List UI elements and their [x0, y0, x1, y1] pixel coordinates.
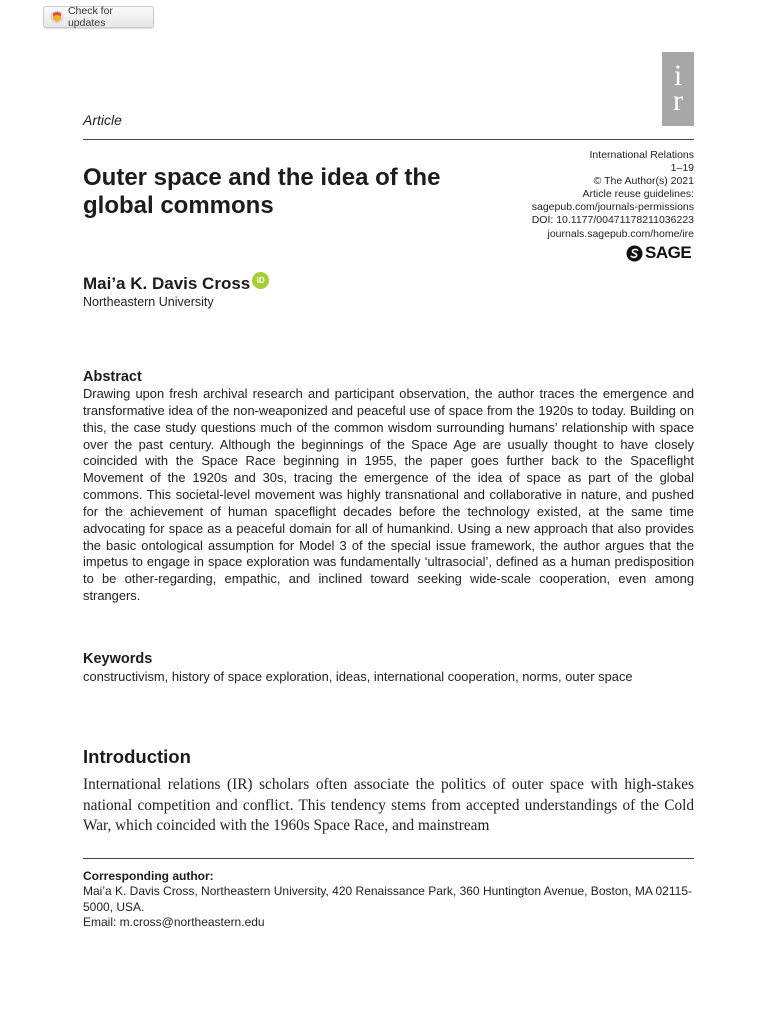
corresponding-author-address: Mai’a K. Davis Cross, Northeastern University, 420 Renaissance Park, 360 Huntington Avenue, Boston, MA 02115-5000, USA. [83, 884, 692, 914]
check-for-updates-button[interactable] [43, 6, 154, 28]
footnote-divider [83, 858, 694, 859]
meta-permissions-link[interactable]: sagepub.com/journals-permissions [531, 201, 694, 214]
corresponding-author-heading: Corresponding author: [83, 869, 214, 883]
abstract-text: Drawing upon fresh archival research and participant observation, the author traces the emergence and transformative idea of the non-weaponized and peaceful use of space from the 1920s to today. Building on this, the case study questions much of the common wisdom surrounding humans’ relationship with space over the past century. Although the beginnings of the Space Age are usually thought to have closely coincided with the Space Race beginning in 1955, the paper goes further back to the Spaceflight Movement of the 1920s and 30s, tracing the emergence of the idea of space as part of the global commons. This societal-level movement was highly transnational and collaborative in nature, and pushed for the achievement of human spaceflight decades before the technology existed, at the same time advocating for space as a peaceful domain for all of humankind. Using a new approach that also provides the basic ontological assumption for Model 3 of the special issue framework, the author argues that the impetus to engage in space exploration was fundamentally ‘ultrasocial’, defined as a human predisposition to be other-regarding, empathic, and inclined toward seeking wide-scale cooperation, even among strangers. [83, 386, 694, 604]
meta-doi[interactable]: DOI: 10.1177/00471178211036223 [531, 214, 694, 227]
introduction-text: International relations (IR) scholars often associate the politics of outer space with high-stakes national competition and conflict. This tendency stems from accepted understandings of the Cold War, which coincided with the 1960s Space Race, and mainstream [83, 776, 694, 834]
sage-s-icon [626, 245, 643, 262]
article-title: Outer space and the idea of the global commons [83, 164, 441, 219]
meta-reuse-label: Article reuse guidelines: [582, 188, 694, 201]
meta-journal-link[interactable]: journals.sagepub.com/home/ire [547, 227, 694, 240]
keywords-text: constructivism, history of space exploration, ideas, international cooperation, norms, outer space [83, 669, 633, 684]
publisher-logo [626, 243, 694, 263]
corresponding-author-details [83, 884, 694, 931]
corresponding-author-email[interactable]: Email: m.cross@northeastern.edu [83, 915, 265, 929]
author-line [83, 274, 269, 294]
crossmark-icon [50, 10, 64, 24]
publisher-name: SAGE [645, 243, 692, 262]
logo-letter-i: i [673, 59, 683, 93]
journal-meta [470, 149, 694, 241]
header-divider [83, 139, 694, 140]
author-affiliation: Northeastern University [83, 295, 214, 309]
journal-logo [662, 52, 694, 126]
abstract-heading: Abstract [83, 369, 142, 385]
introduction-heading: Introduction [83, 746, 191, 767]
orcid-icon[interactable]: iD [252, 272, 269, 289]
article-type-label: Article [83, 112, 122, 128]
meta-journal-name: International Relations [589, 149, 694, 161]
logo-letter-r: r [673, 84, 683, 117]
meta-pages: 1–19 [670, 162, 694, 175]
author-name: Mai’a K. Davis Cross [83, 274, 251, 293]
meta-copyright: © The Author(s) 2021 [593, 175, 694, 188]
keywords-heading: Keywords [83, 651, 153, 667]
check-for-updates-label: Check for updates [67, 5, 113, 29]
